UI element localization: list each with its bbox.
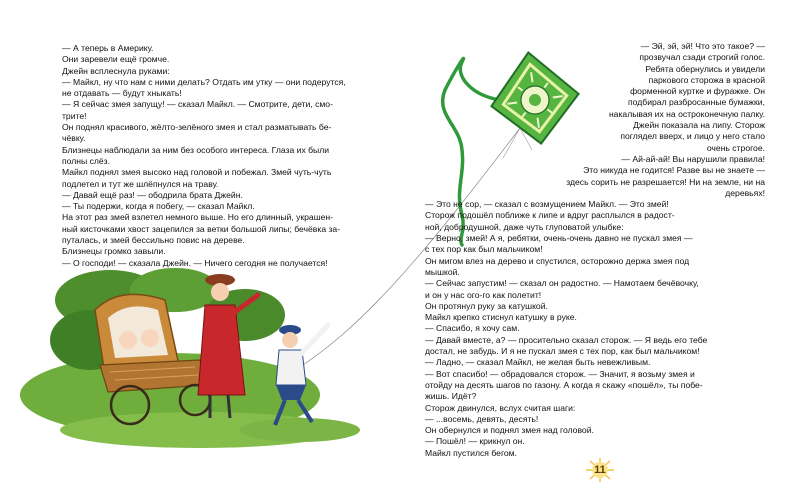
text-line: — Это не сор, — сказал с возмущением Майкл. — Это змей! (425, 199, 669, 210)
text-line: Он поднял красивого, жёлто-зелёного змея и стал разматывать бе- (62, 122, 332, 133)
right-column-text (425, 41, 765, 459)
text-line: Джейн всплеснула руками: (62, 65, 170, 76)
text-line: отойду на десять шагов по газону. А когда я скажу «пошёл», ты побе- (425, 379, 703, 390)
text-line: — Ладно, — сказал Майкл, не желая быть невежливым. (425, 357, 651, 368)
text-line: — Верно, змей! А я, ребятки, очень-очень давно не пускал змея — (425, 233, 693, 244)
text-line: очень строгое. (706, 142, 765, 153)
text-line: Это никуда не годится! Разве вы не знаете — (583, 165, 765, 176)
text-line: — Сейчас запустим! — сказал он радостно. — Намотаем бечёвочку, (425, 278, 699, 289)
text-line: подлетел и тут же шлёпнулся на траву. (62, 178, 219, 189)
text-line: Майкл пустился бегом. (425, 447, 517, 458)
text-line: Сторож подошёл поближе к липе и вдруг расплылся в радост- (425, 210, 675, 221)
text-line: жишь. Идёт? (425, 391, 477, 402)
text-line: не отдавать — будут хныкать! (62, 88, 182, 99)
text-line: подбирал разбросанные бумажки, (628, 97, 765, 108)
text-line: — Спасибо, я хочу сам. (425, 323, 520, 334)
text-line: — Давай ещё раз! — ободрила брата Джейн. (62, 189, 243, 200)
text-line: Близнецы громко завыли. (62, 246, 166, 257)
text-line: Он обернулся и поднял змея над головой. (425, 425, 594, 436)
text-line: полны слёз. (62, 155, 110, 166)
text-line: прозвучал сзади строгий голос. (639, 52, 765, 63)
boy-figure (275, 325, 328, 425)
text-line: чёвку. (62, 133, 86, 144)
text-line: мышкой. (425, 266, 460, 277)
pram (95, 294, 210, 424)
text-line: паркового сторожа в красной (648, 74, 765, 85)
text-line: достал, не забудь. И я не пускал змея с тех пор, как был мальчиком! (425, 346, 700, 357)
girl-figure (198, 274, 258, 418)
text-line: — Пошёл! — крикнул он. (425, 436, 525, 447)
page-number-badge (584, 458, 616, 482)
text-line: и он у нас ого-го как полетит! (425, 289, 542, 300)
text-line: накалывая их на остроконечную палку. (608, 108, 765, 119)
text-line: Майкл поднял змея высоко над головой и побежал. Змей чуть-чуть (62, 167, 332, 178)
text-line: ной, добродушной, даже чуть глуповатой улыбке: (425, 221, 624, 232)
text-line: Джейн показала на липу. Сторож (633, 120, 765, 131)
text-line: поглядел вверх, и лицо у него стало (620, 131, 765, 142)
text-line: — О господи! — сказала Джейн. — Ничего сегодня не получается! (62, 257, 328, 268)
text-line: ный кисточками хвост зацепился за ветки большой липы; бечёвка за- (62, 223, 341, 234)
text-line: — Ты подержи, когда я побегу, — сказал Майкл. (62, 201, 255, 212)
text-line: путалась, и змей бессильно повис на дереве. (62, 235, 245, 246)
text-line: Близнецы наблюдали за ним без особого интереса. Глаза их были (62, 144, 330, 155)
text-line: трите! (62, 110, 87, 121)
text-line: — ...восемь, девять, десять! (425, 413, 539, 424)
page-number: 11 (594, 464, 606, 476)
text-line: форменной куртке и фуражке. Он (630, 86, 765, 97)
text-line: На этот раз змей взлетел немного выше. Но его длинный, украшен- (62, 212, 333, 223)
text-line: — Эй, эй, эй! Что это такое? — (640, 41, 765, 51)
text-line: Он протянул руку за катушкой. (425, 300, 548, 311)
text-line: с тех пор как был мальчиком! (425, 244, 543, 255)
text-line: Майкл крепко стиснул катушку в руке. (425, 312, 577, 323)
text-line: — Вот спасибо! — обрадовался сторож. — Значит, я возьму змея и (425, 368, 695, 379)
text-line: Сторож двинулся, вслух считая шаги: (425, 402, 576, 413)
text-line: Он мигом влез на дерево и спустился, осторожно держа змея под (425, 255, 690, 266)
text-line: здесь сорить не разрешается! Ни на земле, ни на (566, 176, 765, 187)
text-line: Они заревели ещё громче. (62, 54, 170, 65)
text-line: — Ай-ай-ай! Вы нарушили правила! (621, 153, 765, 164)
text-line: — Давай вместе, а? — просительно сказал сторож. — Я ведь его тебе (425, 334, 708, 345)
text-line: — А теперь в Америку. (62, 43, 154, 53)
text-line: — Майкл, ну что нам с ними делать? Отдать им утку — они подерутся, (62, 76, 346, 87)
left-column-text (62, 43, 362, 269)
text-line: — Я сейчас змея запущу! — сказал Майкл. — Смотрите, дети, смо- (62, 99, 333, 110)
text-line: деревьях! (725, 187, 765, 198)
text-line: Ребята обернулись и увидели (645, 63, 765, 74)
